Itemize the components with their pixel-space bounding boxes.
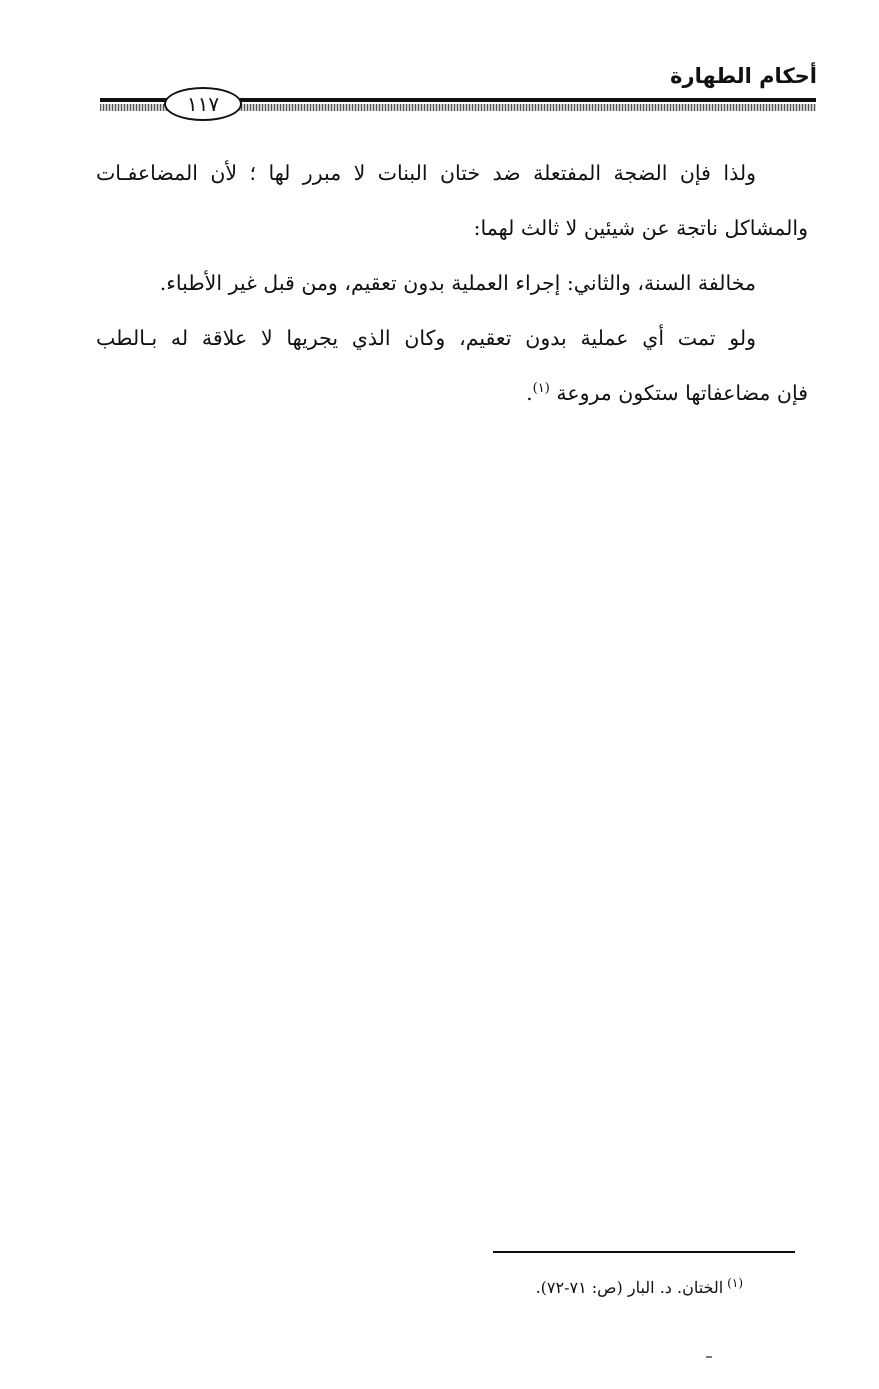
final-punctuation: .: [526, 381, 533, 405]
running-title: أحكام الطهارة: [670, 64, 817, 88]
body-line-4: ولو تمت أي عملية بدون تعقيم، وكان الذي يجريها لا علاقة له بـالطب: [96, 326, 756, 350]
body-line-3: مخالفة السنة، والثاني: إجراء العملية بدون تعقيم، ومن قبل غير الأطباء.: [159, 271, 756, 295]
body-line-1: ولذا فإن الضجة المفتعلة ضد ختان البنات لا مبرر لها ؛ لأن المضاعفـات: [96, 161, 756, 185]
footnote-reference: (١): [532, 381, 550, 397]
scan-speck: [706, 1356, 712, 1358]
body-text: [96, 146, 808, 421]
footnote: [535, 1275, 743, 1297]
footnote-marker: (١): [727, 1275, 743, 1290]
page-number-badge: ١١٧: [164, 87, 242, 121]
footnote-text: الختان. د. البار (ص: ٧١-٧٢).: [535, 1278, 724, 1297]
footnote-separator: [493, 1251, 795, 1253]
body-line-2: والمشاكل ناتجة عن شيئين لا ثالث لهما:: [473, 216, 808, 240]
body-line-5-text: فإن مضاعفاتها ستكون مروعة: [556, 381, 808, 405]
body-line-5: [96, 366, 808, 421]
